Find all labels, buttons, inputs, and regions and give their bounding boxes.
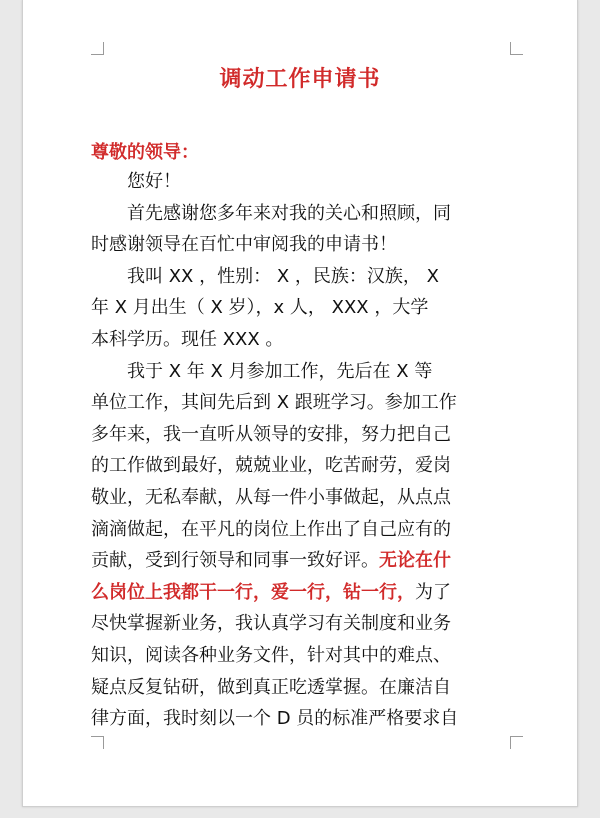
body-line-text: 我于 X 年 X 月参加工作，先后在 X 等 — [91, 360, 433, 382]
body-line-text: 您好！ — [91, 171, 181, 192]
document-title: 调动工作申请书 — [219, 67, 381, 92]
body-line — [91, 514, 531, 546]
body-line — [91, 640, 531, 672]
document-body — [91, 166, 531, 735]
body-line-text: 贡献，受到行领导和同事一致好评。 — [91, 550, 379, 572]
body-line-text: 单位工作，其间先后到 X 跟班学习。参加工作 — [91, 392, 457, 414]
crop-mark-bottom-left — [91, 736, 104, 749]
body-line-text: 多年来，我一直听从领导的安排，努力把自己 — [91, 423, 451, 445]
highlighted-text: 么岗位上我都干一行，爱一行，钻一行， — [91, 581, 415, 603]
body-line-text: 为了 — [415, 581, 451, 603]
body-line-mixed — [91, 545, 531, 577]
body-line — [91, 198, 531, 230]
body-line — [91, 229, 531, 261]
body-line — [91, 450, 531, 482]
body-line-text: 的工作做到最好，兢兢业业，吃苦耐劳，爱岗 — [91, 455, 451, 477]
crop-mark-top-left — [91, 42, 104, 55]
crop-mark-top-right — [510, 42, 523, 55]
body-line-text: 律方面，我时刻以一个 D 员的标准严格要求自 — [91, 708, 459, 730]
body-line-text: 敬业，无私奉献，从每一件小事做起，从点点 — [91, 486, 451, 508]
greeting: 尊敬的领导： — [91, 142, 199, 163]
body-line — [91, 672, 531, 704]
body-line — [91, 482, 531, 514]
body-line — [91, 166, 531, 198]
body-line — [91, 292, 531, 324]
body-line-text: 滴滴做起，在平凡的岗位上作出了自己应有的 — [91, 518, 451, 540]
body-line-text: 知识，阅读各种业务文件，针对其中的难点、 — [91, 644, 451, 666]
body-line — [91, 419, 531, 451]
body-line-text: 年 X 月出生（ X 岁），x 人， XXX ，大学 — [91, 297, 429, 319]
highlighted-text: 无论在什 — [379, 550, 451, 572]
body-line-text: 尽快掌握新业务，我认真学习有关制度和业务 — [91, 613, 451, 635]
body-line — [91, 608, 531, 640]
crop-mark-bottom-right — [510, 736, 523, 749]
body-line-mixed — [91, 577, 531, 609]
body-line — [91, 703, 531, 735]
body-line-text: 时感谢领导在百忙中审阅我的申请书！ — [91, 234, 397, 256]
body-line-text: 首先感谢您多年来对我的关心和照顾，同 — [91, 202, 451, 224]
body-line-text: 疑点反复钻研，做到真正吃透掌握。在廉洁自 — [91, 676, 451, 698]
body-line-text: 我叫 XX ，性别： X ，民族：汉族， X — [91, 265, 439, 287]
body-line — [91, 387, 531, 419]
body-line — [91, 324, 531, 356]
body-line — [91, 356, 531, 388]
body-line-text: 本科学历。现任 XXX 。 — [91, 328, 284, 350]
body-line — [91, 261, 531, 293]
document-page — [22, 0, 578, 807]
